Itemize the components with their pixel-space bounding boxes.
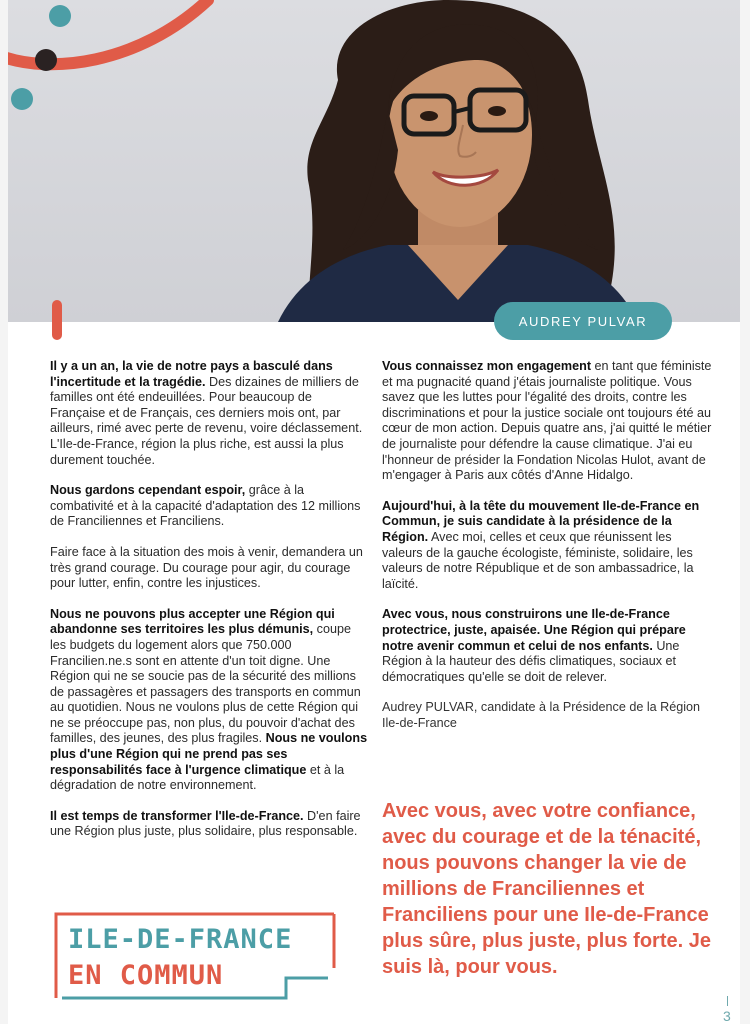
paragraph-6-bold: Vous connaissez mon engagement bbox=[382, 359, 592, 373]
paragraph-4-bold: Nous ne pouvons plus accepter une Région qui abandonne ses territoires les plus démunis, bbox=[50, 606, 335, 637]
ile-de-france-en-commun-logo bbox=[50, 908, 340, 1004]
paragraph-7-bold: Aujourd'hui, à la tête du mouvement Ile-de-France en Commun, je suis candidate à la présidence de la Région. bbox=[382, 498, 700, 544]
paragraph-5-bold: Il est temps de transformer l'Ile-de-France. bbox=[50, 808, 304, 823]
paragraph-8-bold: Avec vous, nous construirons une Ile-de-France protectrice, juste, apaisée. Une Région qui prépare notre avenir commun et celui de nos enfants. bbox=[382, 607, 686, 653]
paragraph-1 bbox=[50, 359, 368, 468]
paragraph-8-text: Une Région à la hauteur des défis climatiques, sociaux et démocratiques qu'elle se doit de relever. bbox=[382, 638, 680, 684]
paragraph-4-text-2: et à la dégradation de notre environnement. bbox=[50, 762, 345, 793]
signature: Audrey PULVAR, candidate à la Présidence de la Région Ile-de-France bbox=[382, 700, 701, 730]
paragraph-4-bold-2: Nous ne voulons plus d'une Région qui ne prend pas ses responsabilités face à l'urgence climatique bbox=[50, 731, 368, 777]
paragraph-2 bbox=[50, 483, 368, 530]
right-column bbox=[382, 359, 712, 746]
decorative-circles bbox=[8, 0, 228, 120]
paragraph-6 bbox=[382, 359, 712, 484]
page-number-value: 3 bbox=[723, 1008, 731, 1024]
paragraph-1-bold: Il y a un an, la vie de notre pays a basculé dans l'incertitude et la tragédie. bbox=[50, 359, 333, 389]
paragraph-5-text: D'en faire une Région plus juste, plus solidaire, plus responsable. bbox=[50, 808, 361, 839]
portrait-photo bbox=[8, 0, 740, 322]
paragraph-2-text: grâce à la combativité et à la capacité d'adaptation des 12 millions de Franciliennes et Franciliens. bbox=[50, 483, 361, 529]
paragraph-5 bbox=[50, 809, 368, 840]
paragraph-2-bold: Nous gardons cependant espoir, bbox=[50, 483, 246, 498]
paragraph-7-text: Avec moi, celles et ceux que réunissent les valeurs de la gauche écologiste, féministe, solidaire, les valeurs de notre République et de son ambassadrice, la laïcité. bbox=[382, 529, 694, 591]
paragraph-7 bbox=[382, 499, 712, 593]
name-badge bbox=[494, 302, 672, 340]
paragraph-4 bbox=[50, 607, 368, 794]
logo-line-1: ILE-DE-FRANCE bbox=[68, 924, 293, 955]
page bbox=[8, 0, 740, 1024]
highlight-quote: Avec vous, avec votre confiance, avec du courage et de la ténacité, nous pouvons changer la vie de millions de Franciliennes et Franciliens pour une Ile-de-France plus sûre, plus juste, plus forte. Je suis là, pour vous. bbox=[382, 800, 711, 978]
name-badge-label: AUDREY PULVAR bbox=[518, 313, 648, 329]
paragraph-8 bbox=[382, 607, 712, 685]
left-column bbox=[50, 359, 368, 855]
paragraph-3 bbox=[50, 545, 368, 592]
logo-line-2: EN COMMUN bbox=[68, 960, 224, 991]
paragraph-1-text: Des dizaines de milliers de familles ont été endeuillées. Pour beaucoup de Française et de Français, ces derniers mois ont, par ailleurs, rimé avec perte de revenu, voire déclassement. L'Ile-de-France, région la plus riche, est aussi la plus durement touchée. bbox=[50, 374, 363, 467]
paragraph-3-text: Faire face à la situation des mois à venir, demandera un très grand courage. Du courage pour agir, du courage pour lutter, enfin, contre les injustices. bbox=[50, 544, 363, 591]
paragraph-4-text: coupe les budgets du logement alors que 750.000 Francilien.ne.s sont en attente d'un toit digne. Une Région qui ne se soucie pas de la sécurité des millions de passagères et passagers des transports en commun au quotidien. Nous ne voulons plus de cette Région qui ne se préoccupe pas, non plus, du pouvoir d'achat des familles, des jeunes, des plus fragiles. bbox=[50, 622, 361, 746]
page-number bbox=[723, 996, 731, 1023]
paragraph-6-text: en tant que féministe et ma pugnacité quand j'étais journaliste politique. Vous savez que les luttes pour l'égalité des droits, contre les discriminations et pour la justice sociale ont toujours été au cœur de mon action. Depuis quatre ans, j'ai quitté le métier de journaliste pour défendre la cause climatique. J'ai eu l'honneur de présider la Fondation Nicolas Hulot, avant de m'engager à Paris aux côtés d'Anne Hidalgo. bbox=[382, 359, 712, 483]
accent-bar bbox=[52, 300, 62, 340]
page-number-tick bbox=[727, 996, 728, 1006]
